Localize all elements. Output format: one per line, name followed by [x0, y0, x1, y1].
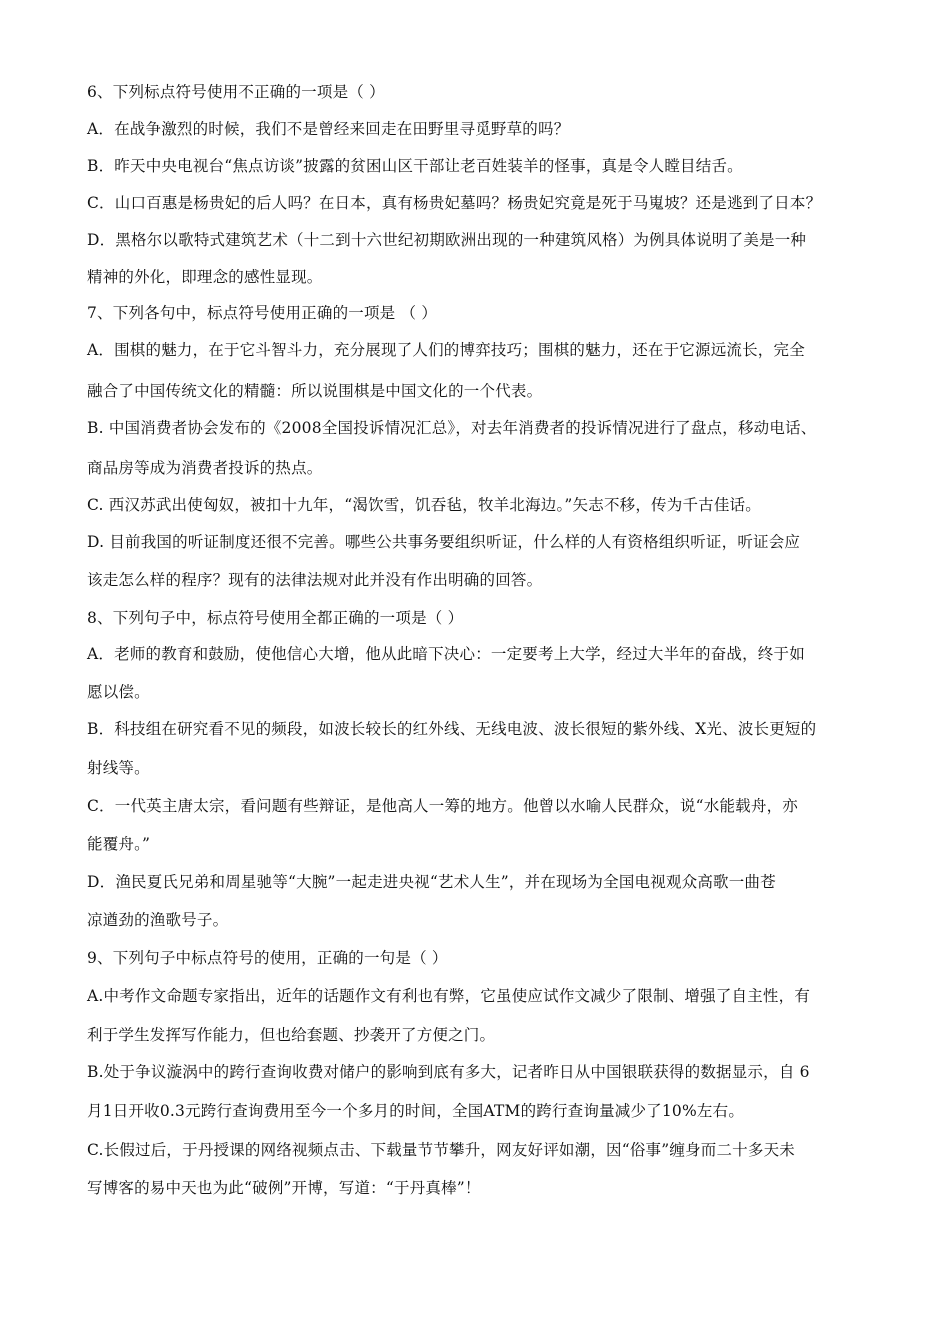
question-6-option-a: A．在战争激烈的时候，我们不是曾经来回走在田野里寻觅野草的吗？	[87, 120, 570, 138]
question-6-option-c: C．山口百惠是杨贵妃的后人吗？在日本，真有杨贵妃墓吗？杨贵妃究竟是死于马嵬坡？还是逃到了日本？	[87, 194, 822, 212]
question-7-option-b: B. 中国消费者协会发布的《2008全国投诉情况汇总》，对去年消费者的投诉情况进行了盘点，移动电话、	[87, 419, 817, 437]
question-7-option-d-cont: 该走怎么样的程序？现有的法律法规对此并没有作出明确的回答。	[87, 571, 543, 589]
question-6-option-b: B．昨天中央电视台“焦点访谈”披露的贫困山区干部让老百姓装羊的怪事，真是令人瞠目结舌。	[87, 157, 743, 175]
question-8-option-d: D．渔民夏氏兄弟和周星驰等“大腕”一起走进央视“艺术人生”，并在现场为全国电视观众高歌一曲苍	[87, 873, 776, 891]
question-8-option-a-cont: 愿以偿。	[87, 683, 150, 701]
question-8-option-b-cont: 射线等。	[87, 759, 150, 777]
question-9-option-c: C.长假过后，于丹授课的网络视频点击、下载量节节攀升，网友好评如潮，因“俗事”缠身而二十多天未	[87, 1141, 795, 1159]
question-7-option-d: D. 目前我国的听证制度还很不完善。哪些公共事务要组织听证，什么样的人有资格组织听证，听证会应	[87, 533, 801, 551]
question-8-title: 8、下列句子中，标点符号使用全都正确的一项是（ ）	[87, 609, 464, 627]
question-8-option-d-cont: 凉遒劲的渔歌号子。	[87, 911, 229, 929]
question-9-option-a-cont: 利于学生发挥写作能力，但也给套题、抄袭开了方便之门。	[87, 1026, 496, 1044]
question-7-option-a-cont: 融合了中国传统文化的精髓：所以说围棋是中国文化的一个代表。	[87, 382, 543, 400]
question-8-option-a: A．老师的教育和鼓励，使他信心大增，他从此暗下决心：一定要考上大学，经过大半年的奋战，终于如	[87, 645, 805, 663]
question-8-option-b: B．科技组在研究看不见的频段，如波长较长的红外线、无线电波、波长很短的紫外线、X光、波长更短的	[87, 720, 817, 738]
question-6-option-d-cont: 精神的外化，即理念的感性显现。	[87, 268, 323, 286]
question-9-option-a: A.中考作文命题专家指出，近年的话题作文有利也有弊，它虽使应试作文减少了限制、增强了自主性，有	[87, 987, 811, 1005]
question-7-title: 7、下列各句中，标点符号使用正确的一项是 （ ）	[87, 304, 438, 322]
question-7-option-a: A．围棋的魅力，在于它斗智斗力，充分展现了人们的博弈技巧；围棋的魅力，还在于它源远流长，完全	[87, 341, 805, 359]
question-9-title: 9、下列句子中标点符号的使用，正确的一句是（ ）	[87, 949, 448, 967]
question-7-option-c: C. 西汉苏武出使匈奴，被扣十九年，“渴饮雪，饥吞毡，牧羊北海边。”矢志不移，传为千古佳话。	[87, 496, 761, 514]
question-8-option-c: C．一代英主唐太宗，看问题有些辩证，是他高人一筹的地方。他曾以水喻人民群众，说“水能载舟，亦	[87, 797, 798, 815]
question-9-option-b: B.处于争议漩涡中的跨行查询收费对储户的影响到底有多大，记者昨日从中国银联获得的数据显示，自 6	[87, 1063, 810, 1081]
question-9-option-c-cont: 写博客的易中天也为此“破例”开博，写道：“于丹真棒”！	[87, 1179, 481, 1197]
question-6-option-d: D．黑格尔以歌特式建筑艺术（十二到十六世纪初期欧洲出现的一种建筑风格）为例具体说明了美是一种	[87, 231, 807, 249]
question-6-title: 6、下列标点符号使用不正确的一项是（ ）	[87, 83, 385, 101]
question-9-option-b-cont: 月1日开收0.3元跨行查询费用至今一个多月的时间，全国ATM的跨行查询量减少了10%左右。	[87, 1102, 745, 1120]
question-8-option-c-cont: 能覆舟。”	[87, 835, 151, 853]
question-7-option-b-cont: 商品房等成为消费者投诉的热点。	[87, 459, 323, 477]
